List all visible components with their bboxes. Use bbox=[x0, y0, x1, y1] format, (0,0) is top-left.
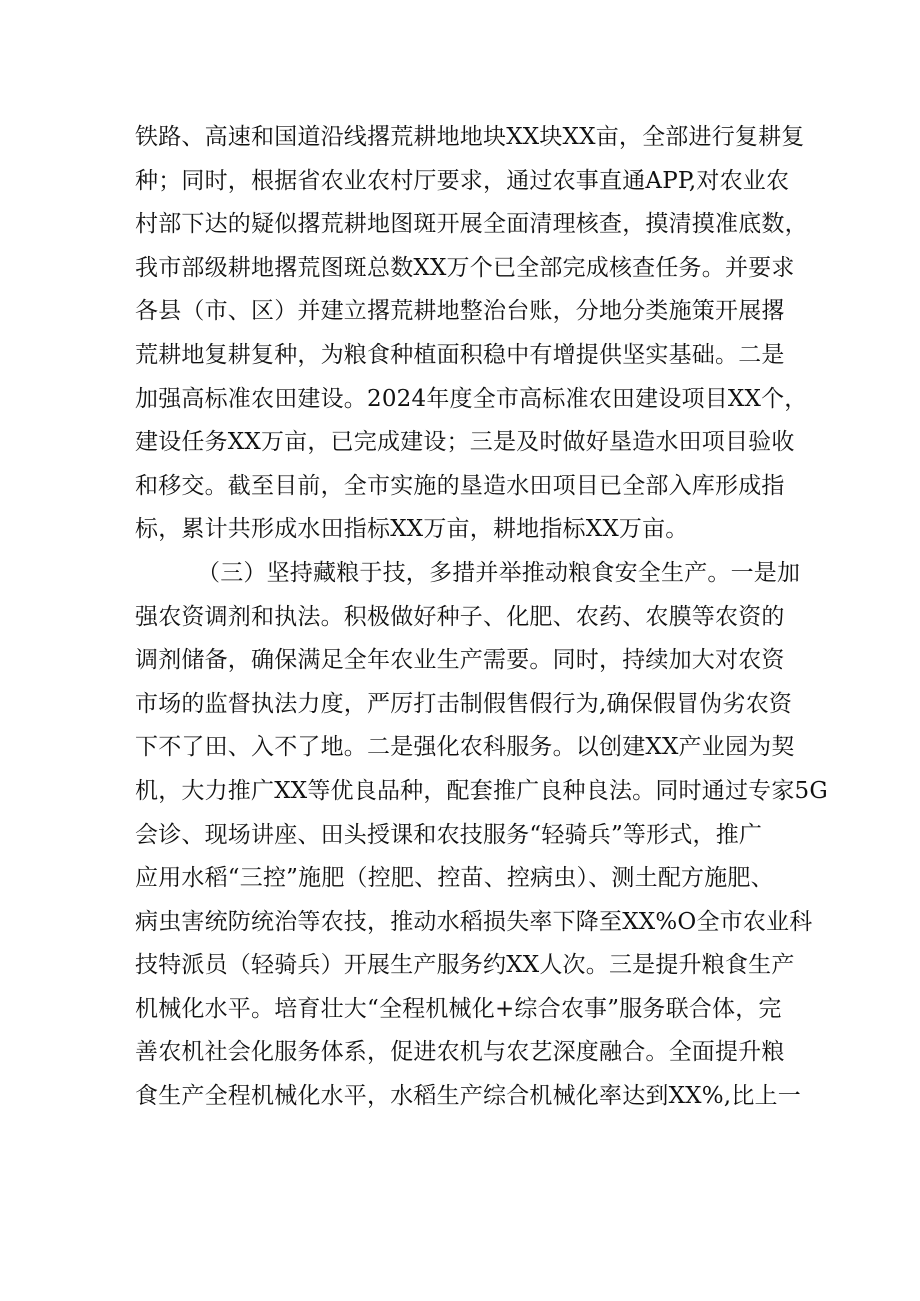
text-line: 调剂储备，确保满足全年农业生产需要。同时，持续加大对农资 bbox=[135, 647, 785, 674]
text-line: 荒耕地复耕复种，为粮食种植面积稳中有增提供坚实基础。二是 bbox=[135, 341, 785, 368]
text-line: 食生产全程机械化水平，水稻生产综合机械化率达到XX%,比上一 bbox=[135, 1083, 801, 1110]
text-line: 铁路、高速和国道沿线撂荒耕地地块XX块XX亩，全部进行复耕复 bbox=[135, 124, 805, 150]
text-line: 各县（市、区）并建立撂荒耕地整治台账，分地分类施策开展撂 bbox=[135, 298, 785, 325]
section-heading-line: （三）坚持藏粮于技，多措并举推动粮食安全生产。一是加 bbox=[197, 559, 801, 586]
text-line: 种；同时，根据省农业农村厅要求，通过农事直通APP,对农业农 bbox=[135, 167, 790, 194]
text-line: 加强高标准农田建设。2024年度全市高标准农田建设项目XX个， bbox=[135, 385, 808, 412]
text-line: 善农机社会化服务体系，促进农机与农艺深度融合。全面提升粮 bbox=[135, 1039, 785, 1066]
text-line: 下不了田、入不了地。二是强化农科服务。以创建XX产业园为契 bbox=[135, 734, 795, 761]
text-line: 建设任务XX万亩，已完成建设；三是及时做好垦造水田项目验收 bbox=[135, 429, 795, 456]
text-line: 我市部级耕地撂荒图斑总数XX万个已全部完成核查任务。并要求 bbox=[135, 254, 795, 281]
text-line: 和移交。截至目前，全市实施的垦造水田项目已全部入库形成指 bbox=[135, 472, 785, 499]
text-line: 市场的监督执法力度，严厉打击制假售假行为,确保假冒伪劣农资 bbox=[135, 690, 793, 717]
text-line: 村部下达的疑似撂荒耕地图斑开展全面清理核查，摸清摸准底数， bbox=[135, 211, 808, 238]
document-body bbox=[135, 116, 828, 1119]
paragraph-1 bbox=[135, 116, 808, 552]
text-line: 标，累计共形成水田指标XX万亩，耕地指标XX万亩。 bbox=[135, 516, 689, 543]
text-line: 病虫害统防统治等农技，推动水稻损失率下降至XX%O全市农业科 bbox=[135, 908, 813, 935]
text-line: 技特派员（轻骑兵）开展生产服务约XX人次。三是提升粮食生产 bbox=[135, 952, 795, 979]
text-line: 机，大力推广XX等优良品种，配套推广良种良法。同时通过专家5G bbox=[135, 777, 828, 804]
text-line: 强农资调剂和执法。积极做好种子、化肥、农药、农膜等农资的 bbox=[135, 603, 785, 630]
text-line: 会诊、现场讲座、田头授课和农技服务“轻骑兵”等形式，推广 bbox=[135, 821, 763, 848]
text-line: 机械化水平。培育壮大“全程机械化+综合农事”服务联合体，完 bbox=[135, 995, 782, 1022]
paragraph-2 bbox=[135, 552, 828, 1119]
text-line: 应用水稻“三控”施肥（控肥、控苗、控病虫）、测土配方施肥、 bbox=[135, 865, 774, 892]
